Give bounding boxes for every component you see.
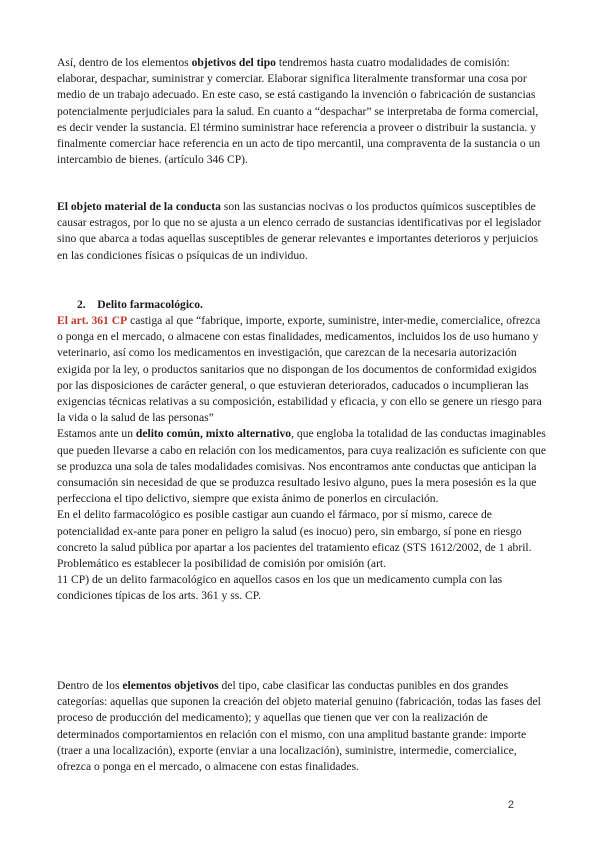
paragraph-delito-comun [57,426,547,507]
text-run: Estamos ante un [57,427,136,441]
text-run: , que engloba la totalidad de las conductas imaginables que pueden llevarse a cabo en relación con los medicamentos, para cuya realización es suficiente con que se produzca una sola de tales modalidades comisivas. Nos encontramos ante conductas que anticipan la consumación sin necesidad de que se produzca resultado lesivo alguno, pues la mera posesión es la que perfecciona el tipo delictivo, siempre que exista ánimo de ponerlos en circulación. [57,427,546,506]
section-heading [77,297,567,313]
heading-number: 2. [77,298,86,311]
bold-term: El objeto material de la conducta [57,200,221,213]
paragraph-inocuo: En el delito farmacológico es posible castigar aun cuando el fármaco, por sí mismo, carece de potencialidad ex-ante para poner en peligro la salud (es inocuo) pero, sin embargo, sí pone en riesgo concreto la salud pública por apartar a los pacientes del tratamiento eficaz (STS 1612/2002, de 1 abril. [57,508,532,554]
bold-term: objetivos del tipo [191,56,276,69]
paragraph-omision-line1: Problemático es establecer la posibilidad de comisión por omisión (art. [57,557,387,571]
text-run: Así, dentro de los elementos [57,56,192,69]
bold-term: delito común, mixto alternativo [135,427,292,441]
bold-term: elementos objetivos [122,679,219,692]
text-run: castiga al que “fabrique, importe, exporte, suministre, inter-medie, comercialice, ofrezca o ponga en el mercado, o almacene con estas finalidades, medicamentos, incluidos los de uso humano y veterinario, así como los medicamentos en investigación, que carezcan de la necesaria autorización exigida por la ley, o productos sanitarios que no dispongan de los documentos de conformidad exigidos por las disposiciones de carácter general, o que estuvieran deteriorados, caducados o incumplieran las exigencias técnicas relativas a su composición, estabilidad y eficacia, y con ello se genere un riesgo para la vida o la salud de las personas” [57,314,542,425]
section-body [57,313,547,605]
paragraph-omision-line2: 11 CP) de un delito farmacológico en aquellos casos en los que un medicamento cumpla con las condiciones típicas de los arts. 361 y ss. CP. [57,573,503,603]
paragraph-art-361 [57,313,547,426]
text-run: Dentro de los [57,679,123,692]
text-run: tendremos hasta cuatro modalidades de comisión: elaborar, despachar, suministrar y comerciar. Elaborar significa literalmente transformar una cosa por medio de un trabajo adecuado. En este caso, se está castigando la invención o fabricación de sustancias potencialmente perjudiciales para la salud. En cuanto a “despachar” se interpretaba de forma comercial, es decir vender la sustancia. El término suministrar hace referencia a proveer o distribuir la sustancia. y finalmente comerciar hace referencia en un acto de tipo mercantil, una compraventa de la sustancia o un intercambio de bienes. (artículo 346 CP). [57,56,541,167]
paragraph-conduct-categories [57,678,547,775]
page-number: 2 [507,799,514,811]
paragraph-material-object [57,199,547,264]
text-run: del tipo, cabe clasificar las conductas punibles en dos grandes categorías: aquellas que suponen la creación del objeto material genuino (fabricación, todas las fases del proceso de producción del medicamento); y aquellas que tienen que ver con la realización de determinados comportamientos en relación con el mismo, con una amplitud bastante grande: importe (traer a una localización), exporte (enviar a una localización), suministre, intermedie, comercialice, ofrezca o ponga en el mercado, o almacene con estas finalidades. [57,679,541,774]
paragraph-objective-elements [57,55,547,168]
heading-title: Delito farmacológico. [97,298,203,311]
text-run: son las sustancias nocivas o los productos químicos susceptibles de causar estragos, por lo que no se ajusta a un elenco cerrado de sustancias identificativas por el legislador sino que abarca a todas aquellas susceptibles de generar relevantes e importantes deterioros y perjuicios en las condiciones físicas o psíquicas de un individuo. [57,200,542,262]
article-reference: El art. 361 CP [57,314,128,327]
